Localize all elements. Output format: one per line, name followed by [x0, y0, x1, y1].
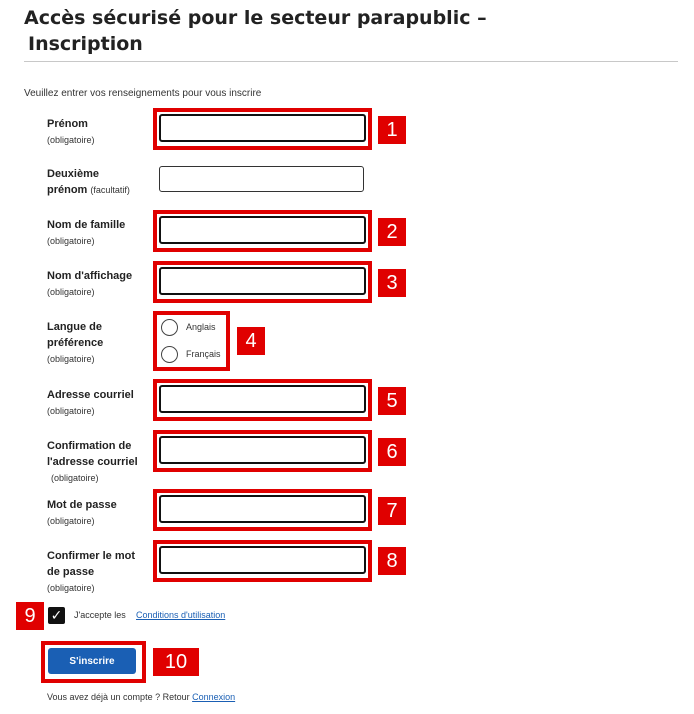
annotation-number-7: 7	[378, 497, 406, 525]
annotation-number-8: 8	[378, 547, 406, 575]
langue-label-line2: préférence	[47, 337, 104, 349]
radio-francais-label: Français	[186, 349, 221, 359]
nom-affichage-input[interactable]	[159, 267, 366, 295]
nom-affichage-label-text: Nom d'affichage	[47, 270, 133, 282]
radio-anglais-label: Anglais	[186, 322, 216, 332]
annotation-number-1: 1	[378, 116, 406, 144]
terms-accept-label: J'accepte les	[74, 610, 126, 620]
radio-anglais[interactable]	[161, 319, 178, 336]
annotation-number-10: 10	[153, 648, 199, 676]
courriel-input[interactable]	[159, 385, 366, 413]
annotation-number-4: 4	[237, 327, 265, 355]
annotation-number-6: 6	[378, 438, 406, 466]
mot-de-passe-label	[47, 497, 157, 529]
page-title	[24, 5, 504, 57]
footer-text	[47, 692, 235, 702]
annotation-number-5: 5	[378, 387, 406, 415]
page-title-line1: Accès sécurisé pour le secteur parapublic –	[24, 7, 487, 29]
confirm-mdp-input[interactable]	[159, 546, 366, 574]
nom-famille-label-text: Nom de famille	[47, 219, 126, 231]
terms-link[interactable]: Conditions d'utilisation	[136, 610, 226, 620]
confirm-mdp-label	[47, 548, 157, 596]
deuxieme-prenom-input[interactable]	[159, 166, 364, 192]
deuxieme-label-line1: Deuxième	[47, 168, 99, 180]
confirm-courriel-label-line2: l'adresse courriel	[47, 456, 138, 468]
mot-de-passe-label-text: Mot de passe	[47, 499, 117, 511]
confirm-mdp-required-note: (obligatoire)	[47, 583, 95, 593]
checkmark-icon: ✓	[50, 607, 63, 623]
deuxieme-prenom-label	[47, 166, 157, 198]
prenom-label-text: Prénom	[47, 118, 88, 130]
nom-affichage-label	[47, 268, 157, 300]
courriel-required-note: (obligatoire)	[47, 406, 95, 416]
mot-de-passe-input[interactable]	[159, 495, 366, 523]
login-link[interactable]: Connexion	[192, 692, 236, 702]
prenom-input[interactable]	[159, 114, 366, 142]
title-divider	[24, 61, 678, 62]
confirm-courriel-required-note: (obligatoire)	[51, 473, 99, 483]
nom-famille-required-note: (obligatoire)	[47, 236, 95, 246]
langue-required-note: (obligatoire)	[47, 354, 95, 364]
confirm-courriel-label-line1: Confirmation de	[47, 440, 132, 452]
intro-text: Veuillez entrer vos renseignements pour vous inscrire	[24, 88, 262, 99]
nom-famille-input[interactable]	[159, 216, 366, 244]
annotation-number-3: 3	[378, 269, 406, 297]
confirm-courriel-label	[47, 438, 157, 486]
courriel-label-text: Adresse courriel	[47, 389, 134, 401]
courriel-label	[47, 387, 157, 419]
langue-label-line1: Langue de	[47, 321, 103, 333]
register-button[interactable]: S'inscrire	[48, 648, 136, 674]
annotation-number-2: 2	[378, 218, 406, 246]
nom-famille-label	[47, 217, 157, 249]
terms-checkbox[interactable]	[48, 607, 65, 624]
annotation-number-9: 9	[16, 602, 44, 630]
deuxieme-optional-note: (facultatif)	[90, 185, 130, 195]
confirm-mdp-label-line2: de passe	[47, 566, 95, 578]
langue-label	[47, 319, 157, 367]
prenom-required-note: (obligatoire)	[47, 135, 95, 145]
deuxieme-label-line2: prénom	[47, 184, 88, 196]
footer-prompt: Vous avez déjà un compte ? Retour	[47, 692, 190, 702]
mot-de-passe-required-note: (obligatoire)	[47, 516, 95, 526]
confirm-courriel-input[interactable]	[159, 436, 366, 464]
page-title-line2: Inscription	[28, 33, 143, 55]
prenom-label	[47, 116, 157, 148]
confirm-mdp-label-line1: Confirmer le mot	[47, 550, 136, 562]
nom-affichage-required-note: (obligatoire)	[47, 287, 95, 297]
radio-francais[interactable]	[161, 346, 178, 363]
